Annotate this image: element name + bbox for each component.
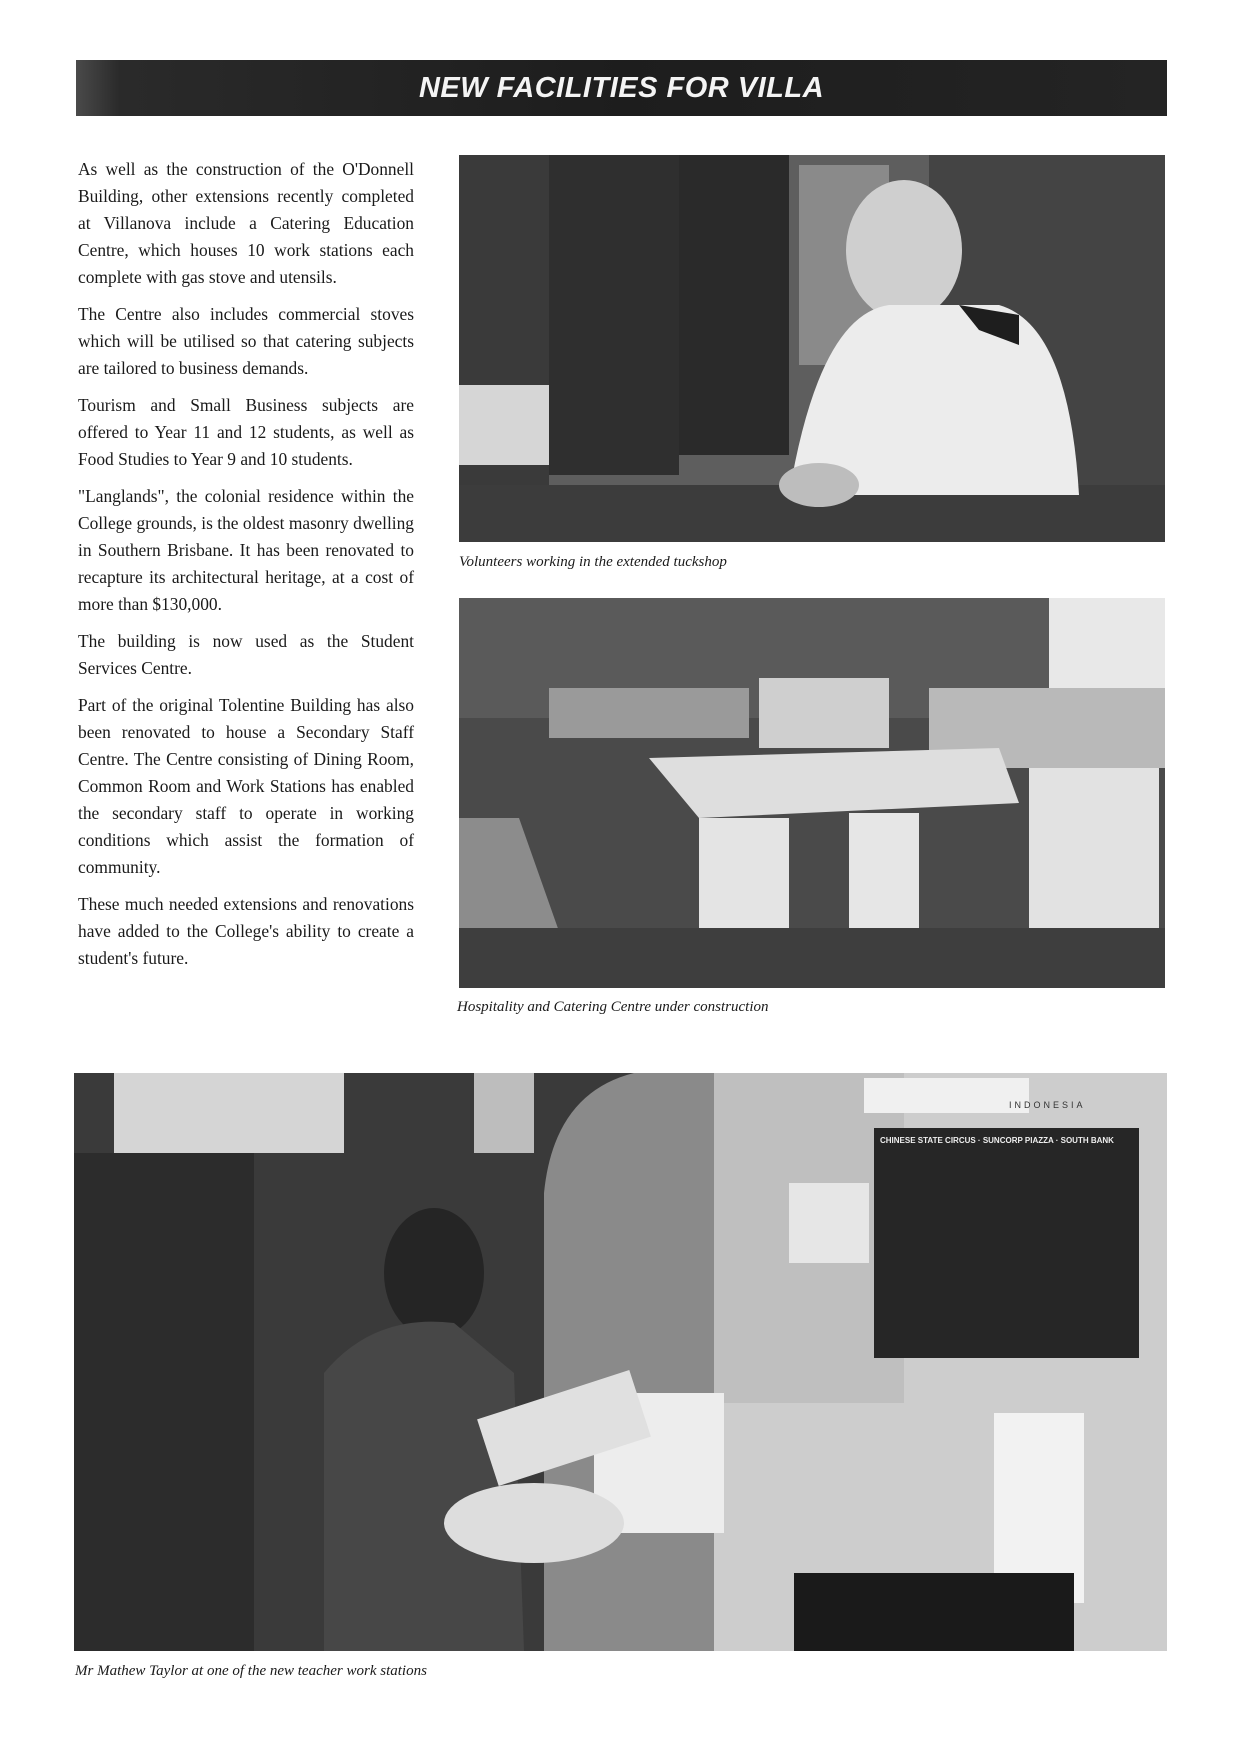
article-body [78, 156, 414, 982]
poster-text: INDONESIA [1009, 1100, 1086, 1110]
paragraph: As well as the construction of the O'Donnell Building, other extensions recently completed at Villanova include a Catering Education Centre, which houses 10 work stations each complete with gas stove and utensils. [78, 159, 414, 287]
page-title: NEW FACILITIES FOR VILLA [418, 71, 825, 104]
paragraph: "Langlands", the colonial residence within the College grounds, is the oldest masonry dwelling in Southern Brisbane. It has been renovated to recapture its architectural heritage, at a cost of more than $130,000. [78, 486, 414, 614]
photo-caption: Volunteers working in the extended tuckshop [459, 554, 727, 570]
paragraph: These much needed extensions and renovations have added to the College's ability to create a student's future. [78, 894, 414, 968]
title-banner [76, 60, 1167, 116]
paragraph: The Centre also includes commercial stoves which will be utilised so that catering subjects are tailored to business demands. [78, 304, 414, 378]
tuckshop-photo [459, 155, 1165, 542]
teacher-workstation-photo [74, 1073, 1167, 1651]
photo-caption: Hospitality and Catering Centre under construction [457, 999, 769, 1015]
photo-caption: Mr Mathew Taylor at one of the new teacher work stations [75, 1663, 427, 1679]
catering-centre-photo [459, 598, 1165, 988]
paragraph: Part of the original Tolentine Building has also been renovated to house a Secondary Staff Centre. The Centre consisting of Dining Room, Common Room and Work Stations has enabled the secondary staff to operate in working conditions which assist the formation of community. [78, 695, 414, 877]
paragraph: Tourism and Small Business subjects are offered to Year 11 and 12 students, as well as Food Studies to Year 9 and 10 students. [78, 395, 414, 469]
poster-text: CHINESE STATE CIRCUS · SUNCORP PIAZZA · SOUTH BANK [880, 1136, 1114, 1145]
paragraph: The building is now used as the Student Services Centre. [78, 631, 414, 678]
